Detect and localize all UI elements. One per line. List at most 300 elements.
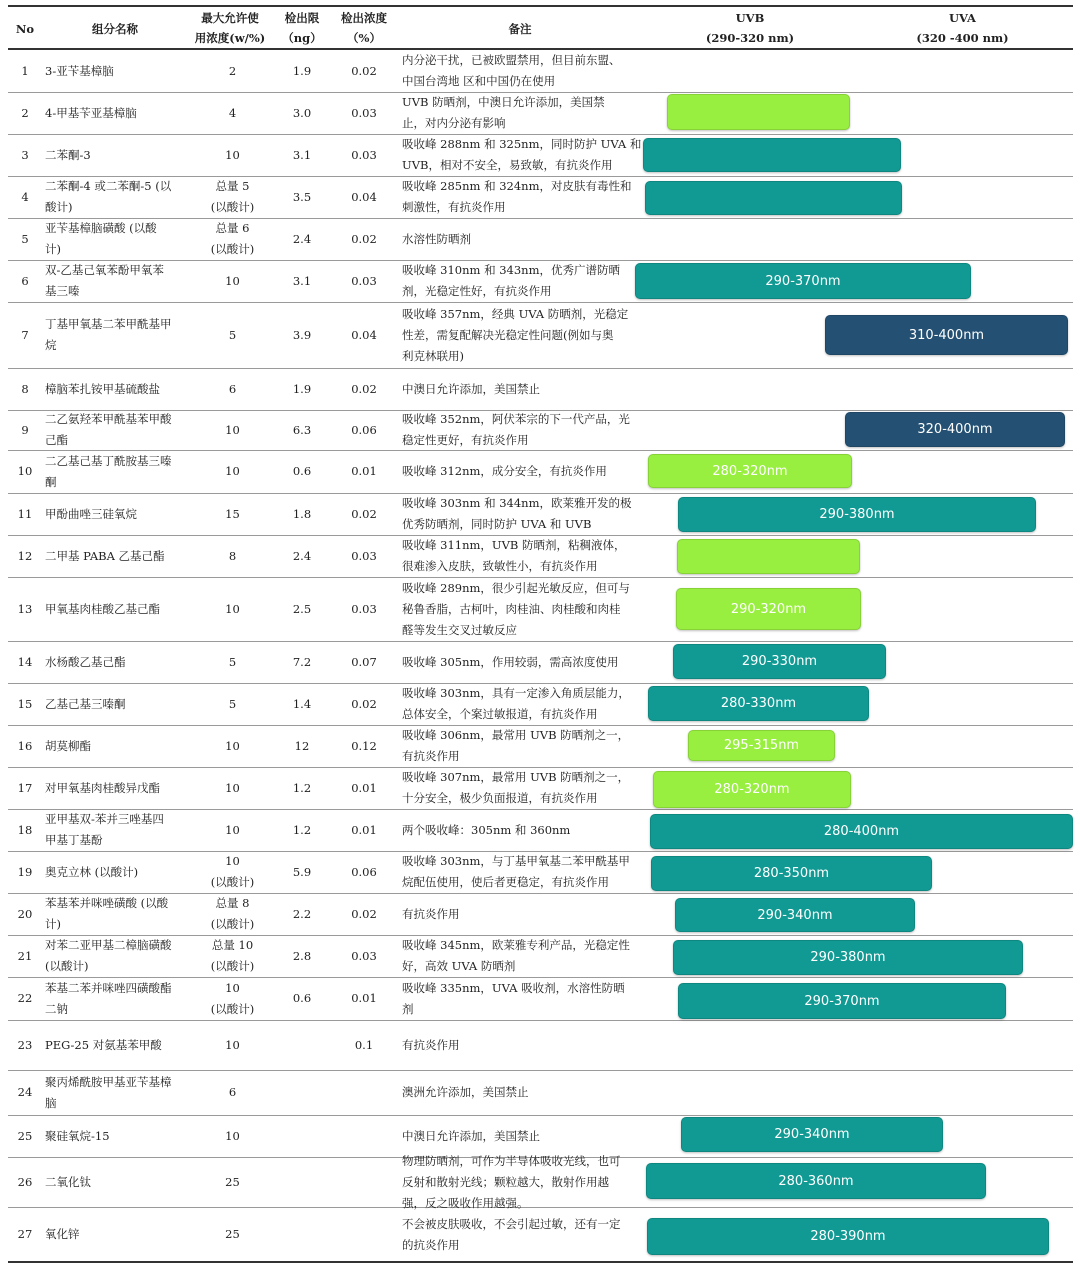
absorption-range-bar — [825, 315, 1068, 355]
header-uva — [880, 6, 1045, 50]
cell-conc — [334, 641, 394, 683]
cell-max — [190, 260, 275, 302]
cell-max — [190, 176, 275, 218]
cell-name-line: 聚丙烯酰胺甲基亚苄基樟 — [45, 1074, 172, 1089]
cell-max — [190, 1157, 275, 1207]
cell-note-line: 吸收峰 310nm 和 343nm，优秀广谱防晒 — [402, 263, 620, 277]
cell-name-line: 聚硅氧烷-15 — [45, 1128, 110, 1143]
absorption-range-label: 290-330nm — [741, 654, 818, 669]
cell-lim — [276, 1115, 328, 1157]
cell-note-line: 烷配伍使用，使后者更稳定，有抗炎作用 — [402, 875, 609, 889]
cell-note-line: 剂 — [402, 1001, 414, 1016]
cell-name-line: 二钠 — [45, 1001, 68, 1016]
cell-note — [402, 851, 640, 893]
cell-name — [45, 1020, 190, 1070]
cell-max — [190, 535, 275, 577]
cell-max-line: 10 — [225, 1037, 240, 1052]
cell-name-line: 脑 — [45, 1095, 57, 1110]
absorption-range-bar — [678, 497, 1036, 532]
cell-name-line: 二苯酮-4 或二苯酮-5 (以 — [45, 179, 172, 193]
header-uvb-line1: UVB — [735, 11, 765, 25]
cell-conc — [334, 410, 394, 450]
absorption-range-bar — [635, 263, 971, 299]
cell-no-line: 10 — [17, 464, 33, 478]
cell-max-line: 6 — [228, 1085, 237, 1099]
cell-conc-line: 0.01 — [351, 464, 377, 478]
cell-no-line: 19 — [17, 864, 33, 879]
cell-lim — [276, 493, 328, 535]
cell-max — [190, 1070, 275, 1115]
cell-lim-line: 2.5 — [292, 601, 312, 616]
header-detection-concentration — [334, 6, 394, 50]
cell-conc-line: 0.01 — [351, 822, 377, 837]
cell-note — [402, 641, 640, 683]
cell-lim-line: 0.6 — [292, 464, 312, 478]
cell-note — [402, 935, 640, 977]
cell-name-line: 丁基甲氧基二苯甲酰基甲 — [45, 317, 172, 331]
absorption-range-label: 280-330nm — [720, 696, 797, 711]
cell-max — [190, 767, 275, 809]
cell-conc — [334, 92, 394, 134]
cell-note — [402, 1070, 640, 1115]
cell-note — [402, 1207, 640, 1262]
cell-conc — [334, 935, 394, 977]
cell-name — [45, 893, 190, 935]
cell-name-line: 二甲基 PABA 乙基己酯 — [45, 548, 165, 563]
cell-no-line: 13 — [17, 601, 33, 616]
cell-conc-line: 0.02 — [351, 63, 377, 78]
cell-note-line: 吸收峰 303nm，与丁基甲氧基二苯甲酰基甲 — [402, 854, 630, 868]
cell-conc-line: 0.02 — [351, 381, 377, 396]
absorption-range-label: 280-400nm — [823, 824, 900, 839]
cell-lim — [276, 535, 328, 577]
cell-max-line: 10 — [225, 422, 240, 437]
cell-note-line: 总体安全，个案过敏报道，有抗炎作用 — [402, 707, 598, 721]
cell-conc — [334, 1207, 394, 1262]
cell-name — [45, 535, 190, 577]
cell-note — [402, 809, 640, 851]
cell-no — [8, 683, 42, 725]
cell-lim-line: 2.4 — [292, 231, 312, 246]
cell-no-line: 21 — [17, 948, 33, 963]
cell-lim — [276, 725, 328, 767]
cell-no-line: 23 — [17, 1037, 33, 1052]
cell-no — [8, 50, 42, 92]
absorption-range-label: 290-340nm — [774, 1127, 850, 1142]
cell-note-line: 中澳日允许添加，美国禁止 — [402, 1128, 540, 1143]
cell-max-line: 5 — [228, 327, 237, 342]
absorption-range-bar — [673, 940, 1023, 975]
cell-conc-line: 0.04 — [351, 189, 377, 204]
cell-lim-line: 5.9 — [292, 864, 312, 879]
cell-note — [402, 92, 640, 134]
absorption-range-label: 295-315nm — [723, 738, 800, 753]
cell-max — [190, 893, 275, 935]
cell-lim — [276, 683, 328, 725]
absorption-range-label: 280-360nm — [778, 1173, 854, 1189]
cell-note — [402, 176, 640, 218]
cell-conc — [334, 1070, 394, 1115]
absorption-range-label: 290-370nm — [765, 273, 841, 289]
absorption-range-bar — [681, 1117, 943, 1152]
cell-conc — [334, 368, 394, 410]
cell-name-line: 计) — [45, 242, 61, 256]
cell-lim — [276, 577, 328, 641]
cell-max-line: 总量 5 — [215, 179, 250, 193]
absorption-range-bar — [646, 1163, 986, 1199]
cell-note-line: 中国台湾地 区和中国仍在使用 — [402, 74, 556, 88]
cell-note-line: 吸收峰 312nm，成分安全，有抗炎作用 — [402, 464, 607, 478]
cell-name — [45, 641, 190, 683]
absorption-range-label: 280-390nm — [810, 1229, 886, 1244]
cell-name-line: 甲氧基肉桂酸乙基己酯 — [45, 601, 160, 616]
cell-conc — [334, 450, 394, 493]
cell-lim-line: 1.9 — [292, 381, 312, 396]
cell-max — [190, 809, 275, 851]
cell-note — [402, 450, 640, 493]
absorption-range-label: 280-320nm — [712, 463, 788, 479]
cell-no — [8, 493, 42, 535]
cell-name-line: 烷 — [45, 338, 57, 352]
cell-max — [190, 92, 275, 134]
cell-max-line: 总量 10 — [211, 938, 254, 952]
cell-note-line: 吸收峰 289nm，很少引起光敏反应，但可与 — [402, 580, 630, 595]
cell-conc — [334, 535, 394, 577]
cell-name-line: 甲基丁基酚 — [45, 833, 103, 847]
absorption-range-label: 280-350nm — [753, 866, 830, 881]
cell-name-line: 双-乙基己氧苯酚甲氧苯 — [45, 263, 164, 277]
cell-no-line: 12 — [17, 548, 33, 563]
cell-max — [190, 683, 275, 725]
cell-name-line: 水杨酸乙基己酯 — [45, 654, 126, 669]
cell-lim — [276, 641, 328, 683]
cell-name-line: 苯基苯并咪唑磺酸 (以酸 — [45, 896, 169, 910]
header-no: No — [15, 22, 35, 36]
cell-lim-line: 3.1 — [292, 273, 312, 288]
cell-name — [45, 977, 190, 1020]
cell-no — [8, 535, 42, 577]
cell-no-line: 18 — [17, 822, 33, 837]
cell-note-line: 反射和散射光线；颗粒越大，散射作用越 — [402, 1174, 609, 1189]
cell-note-line: 利克林联用) — [402, 348, 464, 363]
cell-no — [8, 302, 42, 368]
cell-name-line: 二乙氨羟苯甲酰基苯甲酸 — [45, 412, 172, 426]
absorption-range-bar — [643, 138, 901, 172]
cell-note — [402, 535, 640, 577]
cell-max-line: 4 — [228, 105, 237, 120]
cell-note-line: 强，反之吸收作用越强。 — [402, 1195, 529, 1210]
cell-no — [8, 260, 42, 302]
cell-name — [45, 260, 190, 302]
cell-lim — [276, 260, 328, 302]
cell-conc-line: 0.01 — [351, 780, 377, 795]
cell-no-line: 15 — [17, 696, 33, 711]
cell-no — [8, 577, 42, 641]
cell-no-line: 16 — [17, 738, 33, 753]
cell-no — [8, 1070, 42, 1115]
cell-no — [8, 134, 42, 176]
cell-name — [45, 577, 190, 641]
cell-note — [402, 725, 640, 767]
cell-max-line: (以酸计) — [210, 242, 255, 256]
cell-note-line: UVB 防晒剂，中澳日允许添加，美国禁 — [402, 95, 605, 109]
cell-conc — [334, 218, 394, 260]
absorption-range-bar — [673, 644, 886, 679]
absorption-range-bar — [651, 856, 932, 891]
cell-lim-line: 6.3 — [292, 422, 312, 437]
cell-conc — [334, 134, 394, 176]
cell-lim-line: 3.1 — [292, 147, 312, 162]
cell-max-line: 10 — [225, 147, 240, 162]
cell-no-line: 4 — [21, 189, 29, 204]
cell-note-line: 有抗炎作用 — [402, 749, 460, 763]
cell-max-line: 25 — [225, 1227, 240, 1241]
cell-name-line: 亚甲基双-苯并三唑基四 — [45, 812, 164, 826]
cell-no-line: 22 — [17, 991, 33, 1005]
cell-no — [8, 809, 42, 851]
header-max-concentration-line1: 最大允许使 — [201, 11, 259, 25]
cell-lim — [276, 1020, 328, 1070]
absorption-range-bar — [647, 1218, 1049, 1255]
header-detection-concentration-line2: （%） — [347, 31, 381, 45]
cell-lim — [276, 851, 328, 893]
cell-lim — [276, 368, 328, 410]
cell-max — [190, 725, 275, 767]
cell-lim — [276, 767, 328, 809]
cell-lim — [276, 92, 328, 134]
cell-note — [402, 1020, 640, 1070]
cell-note-line: 有抗炎作用 — [402, 1037, 460, 1052]
cell-note — [402, 493, 640, 535]
cell-conc-line: 0.03 — [351, 147, 377, 162]
header-note: 备注 — [508, 22, 532, 36]
cell-conc — [334, 725, 394, 767]
absorption-range-bar — [645, 181, 902, 215]
cell-name-line: 乙基己基三嗪酮 — [45, 696, 126, 711]
cell-lim — [276, 450, 328, 493]
cell-conc — [334, 767, 394, 809]
cell-max-line: 10 — [225, 738, 240, 753]
cell-name — [45, 809, 190, 851]
header-detection-limit-line2: （ng） — [282, 31, 322, 45]
cell-no — [8, 92, 42, 134]
cell-name — [45, 450, 190, 493]
cell-conc — [334, 851, 394, 893]
header-uvb-line2: (290-320 nm) — [705, 31, 795, 45]
absorption-range-label: 310-400nm — [908, 327, 985, 343]
cell-conc-line: 0.07 — [351, 654, 377, 669]
cell-name-line: 计) — [45, 917, 61, 931]
cell-note-line: 吸收峰 335nm，UVA 吸收剂，水溶性防晒 — [402, 980, 625, 995]
cell-max — [190, 851, 275, 893]
cell-name-line: 奥克立林 (以酸计) — [45, 864, 139, 879]
cell-lim — [276, 1207, 328, 1262]
cell-conc-line: 0.03 — [351, 948, 377, 963]
cell-lim-line: 3.5 — [292, 189, 312, 204]
header-component-name: 组分名称 — [92, 22, 138, 36]
cell-note-line: 吸收峰 303nm 和 344nm，欧莱雅开发的极 — [402, 496, 632, 510]
cell-no — [8, 1115, 42, 1157]
cell-lim — [276, 410, 328, 450]
cell-name — [45, 368, 190, 410]
cell-lim-line: 1.2 — [292, 780, 312, 795]
cell-max — [190, 1207, 275, 1262]
cell-conc-line: 0.02 — [351, 906, 377, 921]
cell-name-line: 二乙基己基丁酰胺基三嗪 — [45, 453, 172, 468]
cell-name — [45, 725, 190, 767]
cell-no — [8, 1207, 42, 1262]
cell-no-line: 25 — [17, 1128, 33, 1143]
cell-note-line: 刺激性，有抗炎作用 — [402, 200, 506, 214]
cell-note-line: 吸收峰 288nm 和 325nm，同时防护 UVA 和 — [402, 137, 642, 151]
cell-note-line: 中澳日允许添加，美国禁止 — [402, 381, 540, 396]
cell-max-line: 10 — [225, 601, 240, 616]
cell-lim-line: 1.4 — [292, 696, 312, 711]
cell-note — [402, 893, 640, 935]
cell-conc-line: 0.06 — [351, 864, 377, 879]
cell-max-line: (以酸计) — [210, 200, 255, 214]
cell-max-line: (以酸计) — [210, 917, 255, 931]
absorption-range-bar — [678, 983, 1006, 1019]
cell-note-line: 很难渗入皮肤，致敏性小，有抗炎作用 — [402, 559, 598, 573]
cell-conc — [334, 977, 394, 1020]
cell-lim-line: 1.9 — [292, 63, 312, 78]
cell-max-line: (以酸计) — [210, 959, 255, 973]
cell-name — [45, 218, 190, 260]
cell-conc-line: 0.03 — [351, 601, 377, 616]
cell-name — [45, 1115, 190, 1157]
cell-name-line: 胡莫柳酯 — [45, 738, 91, 753]
cell-no-line: 17 — [17, 780, 33, 795]
cell-name — [45, 176, 190, 218]
cell-note-line: 好，高效 UVA 防晒剂 — [402, 959, 516, 973]
cell-max — [190, 935, 275, 977]
cell-name-line: 酮 — [45, 474, 57, 489]
cell-conc — [334, 577, 394, 641]
absorption-range-bar — [653, 771, 851, 808]
absorption-range-bar — [675, 898, 915, 932]
cell-name — [45, 1070, 190, 1115]
cell-no-line: 2 — [21, 105, 29, 120]
cell-name — [45, 50, 190, 92]
cell-name — [45, 767, 190, 809]
cell-conc — [334, 1157, 394, 1207]
cell-note-line: 吸收峰 307nm，最常用 UVB 防晒剂之一， — [402, 770, 630, 784]
absorption-range-label: 290-370nm — [804, 993, 880, 1009]
cell-name — [45, 935, 190, 977]
cell-no-line: 11 — [17, 506, 33, 521]
cell-max — [190, 302, 275, 368]
cell-conc-line: 0.01 — [351, 991, 377, 1005]
cell-no — [8, 218, 42, 260]
header-uva-line1: UVA — [949, 11, 976, 25]
cell-conc — [334, 176, 394, 218]
cell-note-line: 吸收峰 285nm 和 324nm，对皮肤有毒性和 — [402, 179, 632, 193]
cell-note-line: 不会被皮肤吸收，不会引起过敏，还有一定 — [402, 1216, 621, 1231]
header-detection-limit — [276, 6, 328, 50]
cell-note — [402, 977, 640, 1020]
cell-name-line: 对甲氧基肉桂酸异戊酯 — [45, 780, 160, 795]
cell-note — [402, 260, 640, 302]
absorption-range-label: 320-400nm — [917, 422, 993, 437]
cell-note-line: 的抗炎作用 — [402, 1237, 460, 1252]
cell-no — [8, 368, 42, 410]
cell-note-line: 内分泌干扰，已被欧盟禁用，但目前东盟、 — [402, 53, 621, 67]
cell-no — [8, 176, 42, 218]
absorption-range-label: 290-380nm — [819, 507, 895, 522]
cell-max-line: (以酸计) — [210, 875, 255, 889]
cell-no-line: 14 — [17, 654, 33, 669]
cell-conc-line: 0.12 — [351, 738, 377, 753]
cell-conc-line: 0.02 — [351, 506, 377, 521]
cell-conc-line: 0.02 — [351, 696, 377, 711]
cell-name — [45, 134, 190, 176]
cell-max — [190, 218, 275, 260]
cell-max-line: 10 — [225, 822, 240, 837]
cell-no — [8, 977, 42, 1020]
cell-note-line: 性差，需复配解决光稳定性问题(例如与奥 — [402, 327, 614, 342]
cell-lim-line: 3.9 — [292, 327, 312, 342]
cell-note-line: UVB，相对不安全，易致敏，有抗炎作用 — [402, 158, 613, 172]
cell-no — [8, 410, 42, 450]
cell-note-line: 有抗炎作用 — [402, 906, 460, 921]
cell-conc-line: 0.06 — [351, 422, 377, 437]
cell-max — [190, 50, 275, 92]
cell-lim-line: 2.2 — [292, 906, 312, 921]
cell-conc-line: 0.03 — [351, 105, 377, 120]
cell-max — [190, 368, 275, 410]
cell-no-line: 24 — [17, 1085, 33, 1099]
cell-lim — [276, 218, 328, 260]
cell-no — [8, 1157, 42, 1207]
cell-no-line: 9 — [21, 422, 29, 437]
cell-conc — [334, 493, 394, 535]
cell-no-line: 27 — [17, 1227, 33, 1241]
cell-note — [402, 683, 640, 725]
cell-note-line: 十分安全，极少负面报道，有抗炎作用 — [402, 791, 598, 805]
cell-max-line: 6 — [228, 381, 237, 396]
cell-no — [8, 935, 42, 977]
cell-no-line: 7 — [21, 327, 29, 342]
cell-lim-line: 0.6 — [292, 991, 312, 1005]
cell-conc — [334, 683, 394, 725]
cell-name — [45, 410, 190, 450]
cell-name — [45, 683, 190, 725]
cell-lim-line: 7.2 — [292, 654, 312, 669]
cell-name-line: 二氧化钛 — [45, 1174, 91, 1189]
cell-lim-line: 12 — [294, 738, 310, 753]
cell-no — [8, 851, 42, 893]
cell-note — [402, 218, 640, 260]
cell-max-line: 10 — [225, 273, 240, 288]
cell-note-line: 醛等发生交叉过敏反应 — [402, 622, 517, 637]
cell-note-line: 吸收峰 305nm，作用较弱，需高浓度使用 — [402, 654, 619, 669]
cell-lim — [276, 893, 328, 935]
cell-name-line: PEG-25 对氨基苯甲酸 — [45, 1037, 162, 1052]
cell-name — [45, 92, 190, 134]
cell-conc — [334, 1020, 394, 1070]
cell-name-line: 苯基二苯并咪唑四磺酸酯 — [45, 980, 172, 995]
cell-note-line: 澳洲允许添加，美国禁止 — [402, 1085, 529, 1099]
cell-max-line: 10 — [225, 464, 240, 478]
header-detection-limit-line1: 检出限 — [284, 11, 320, 25]
absorption-range-label: 290-380nm — [810, 950, 886, 965]
cell-note-line: 水溶性防晒剂 — [402, 231, 471, 246]
absorption-range-bar — [688, 730, 835, 761]
cell-name-line: 樟脑苯扎铵甲基硫酸盐 — [45, 381, 160, 396]
cell-note-line: 秘鲁香脂，古柯叶，肉桂油、肉桂酸和肉桂 — [402, 601, 621, 616]
cell-name — [45, 302, 190, 368]
